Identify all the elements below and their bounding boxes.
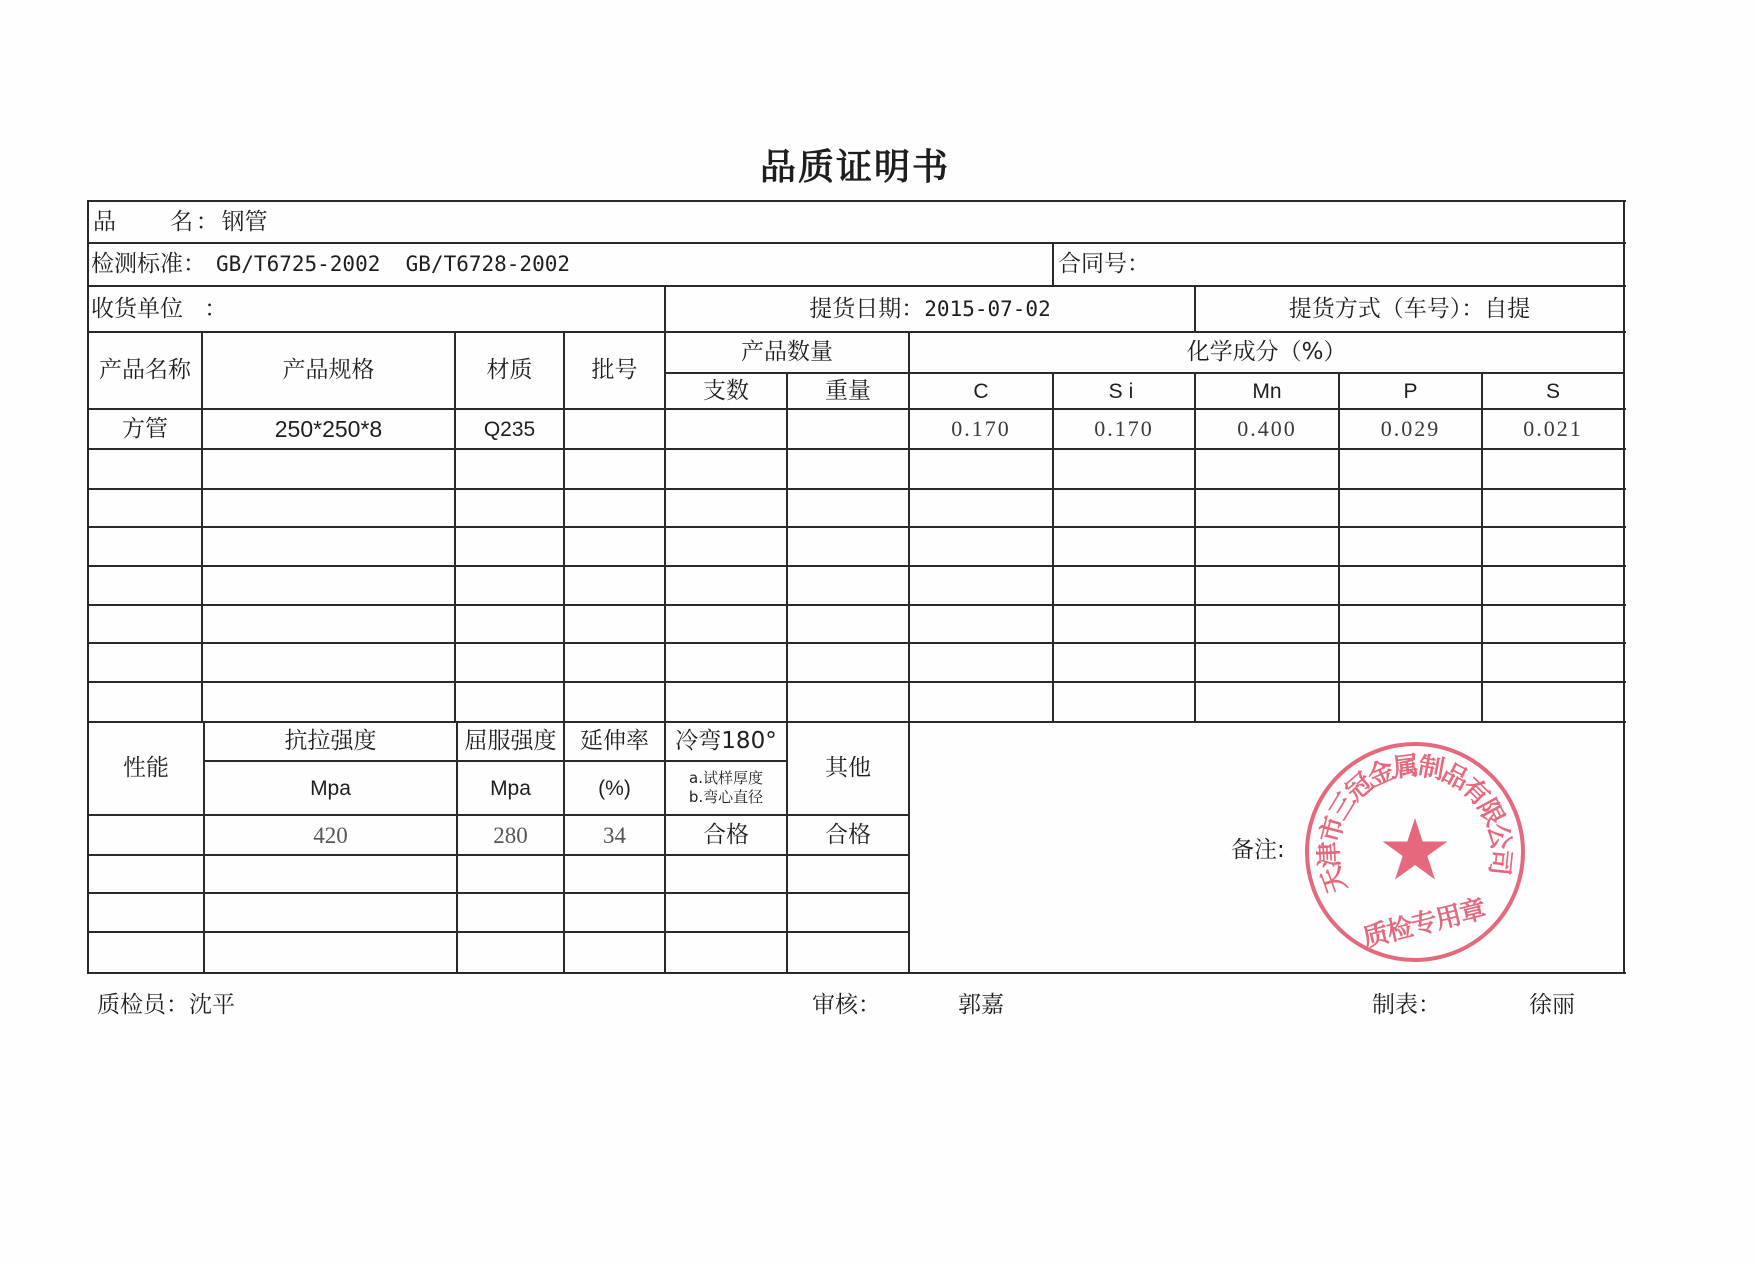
- col-header-material: 材质: [486, 357, 533, 383]
- grid-line-h: [87, 681, 1626, 683]
- perf-header-bend: 冷弯180°: [675, 728, 777, 754]
- reviewer-name: 郭嘉: [958, 991, 1004, 1018]
- col-header-element: Mn: [1252, 379, 1282, 403]
- pickup-method-label: 提货方式（车号）：: [1288, 295, 1485, 322]
- preparer-name: 徐丽: [1529, 991, 1575, 1018]
- inspector-name: 沈平: [189, 991, 235, 1018]
- cell-chem-value: 0.021: [1523, 416, 1583, 441]
- company-seal: [1295, 732, 1535, 972]
- cell-spec: 250*250*8: [274, 415, 383, 442]
- performance-label: 性能: [123, 755, 169, 781]
- perf-unit-elongation: (%): [598, 776, 631, 800]
- perf-bend-notes: [665, 761, 787, 815]
- grid-line-v: [1052, 242, 1054, 287]
- standard-label: 检测标准：: [91, 251, 206, 277]
- consignee-label: 收货单位 ：: [91, 295, 228, 322]
- cell-chem-value: 0.170: [1094, 416, 1154, 441]
- col-header-element: C: [973, 379, 989, 403]
- seal-purpose: 质检专用章: [1359, 894, 1489, 954]
- product-name-value: 钢管: [221, 208, 268, 235]
- perf-value-yield: 280: [493, 822, 528, 848]
- pickup-date-label: 提货日期：: [809, 295, 925, 322]
- preparer-label: 制表：: [1372, 991, 1441, 1018]
- contract-label: 合同号：: [1058, 251, 1150, 277]
- grid-line-h: [87, 642, 1626, 644]
- pickup-date-value: 2015-07-02: [924, 296, 1051, 321]
- perf-value-other: 合格: [825, 821, 871, 848]
- perf-value-tensile: 420: [313, 822, 348, 848]
- perf-value-elongation: 34: [603, 822, 626, 848]
- perf-header-other: 其他: [825, 755, 871, 781]
- grid-line-h: [87, 972, 1626, 974]
- grid-line-v: [87, 200, 89, 974]
- document-title: 品质证明书: [759, 147, 950, 188]
- perf-header-elongation: 延伸率: [580, 728, 649, 754]
- reviewer-label: 审核：: [812, 991, 881, 1018]
- remarks-label: 备注:: [1231, 836, 1285, 863]
- product-name-label: 品 名：: [93, 208, 222, 235]
- grid-line-h: [87, 526, 1626, 528]
- seal-company-name: 天津市三冠金属制品有限公司: [1314, 751, 1516, 898]
- inspector: [97, 990, 235, 1020]
- perf-unit-yield: Mpa: [490, 776, 531, 800]
- inspector-label: 质检员：: [97, 991, 189, 1018]
- col-header-spec: 产品规格: [282, 357, 375, 383]
- pickup-method-value: 自提: [1484, 295, 1531, 322]
- col-header-element: P: [1403, 379, 1418, 403]
- col-header-count: 支数: [703, 377, 749, 404]
- pickup-method: [1195, 286, 1624, 332]
- col-header-product-name: 产品名称: [99, 357, 191, 383]
- col-header-chemistry: 化学成分（%）: [1186, 339, 1347, 365]
- perf-bend-note-a: a.试样厚度: [689, 768, 763, 787]
- cell-product-name: 方管: [122, 415, 168, 442]
- star-icon: [1383, 818, 1448, 880]
- pickup-date: [665, 286, 1195, 332]
- perf-bend-note-b: b.弯心直径: [688, 788, 764, 806]
- cell-chem-value: 0.170: [951, 416, 1011, 441]
- perf-header-yield: 屈服强度: [464, 728, 557, 754]
- grid-line-h: [87, 200, 1626, 202]
- standard-value: GB/T6725-2002 GB/T6728-2002: [216, 252, 571, 276]
- cell-material: Q235: [483, 417, 536, 441]
- product-name-row: [93, 201, 268, 243]
- col-header-element: Si: [1108, 379, 1140, 403]
- col-header-batch: 批号: [591, 357, 638, 383]
- grid-line-h: [87, 488, 1626, 490]
- grid-line-v: [786, 372, 788, 974]
- col-header-weight: 重量: [825, 377, 871, 404]
- grid-line-h: [87, 565, 1626, 567]
- perf-unit-tensile: Mpa: [310, 776, 351, 800]
- perf-value-bend: 合格: [703, 821, 749, 848]
- perf-header-tensile: 抗拉强度: [284, 728, 377, 754]
- col-header-quantity: 产品数量: [741, 339, 833, 365]
- cell-chem-value: 0.029: [1380, 416, 1441, 441]
- standard-row: [91, 243, 570, 286]
- col-header-element: S: [1545, 379, 1560, 403]
- grid-line-h: [87, 604, 1626, 606]
- cell-chem-value: 0.400: [1237, 416, 1297, 441]
